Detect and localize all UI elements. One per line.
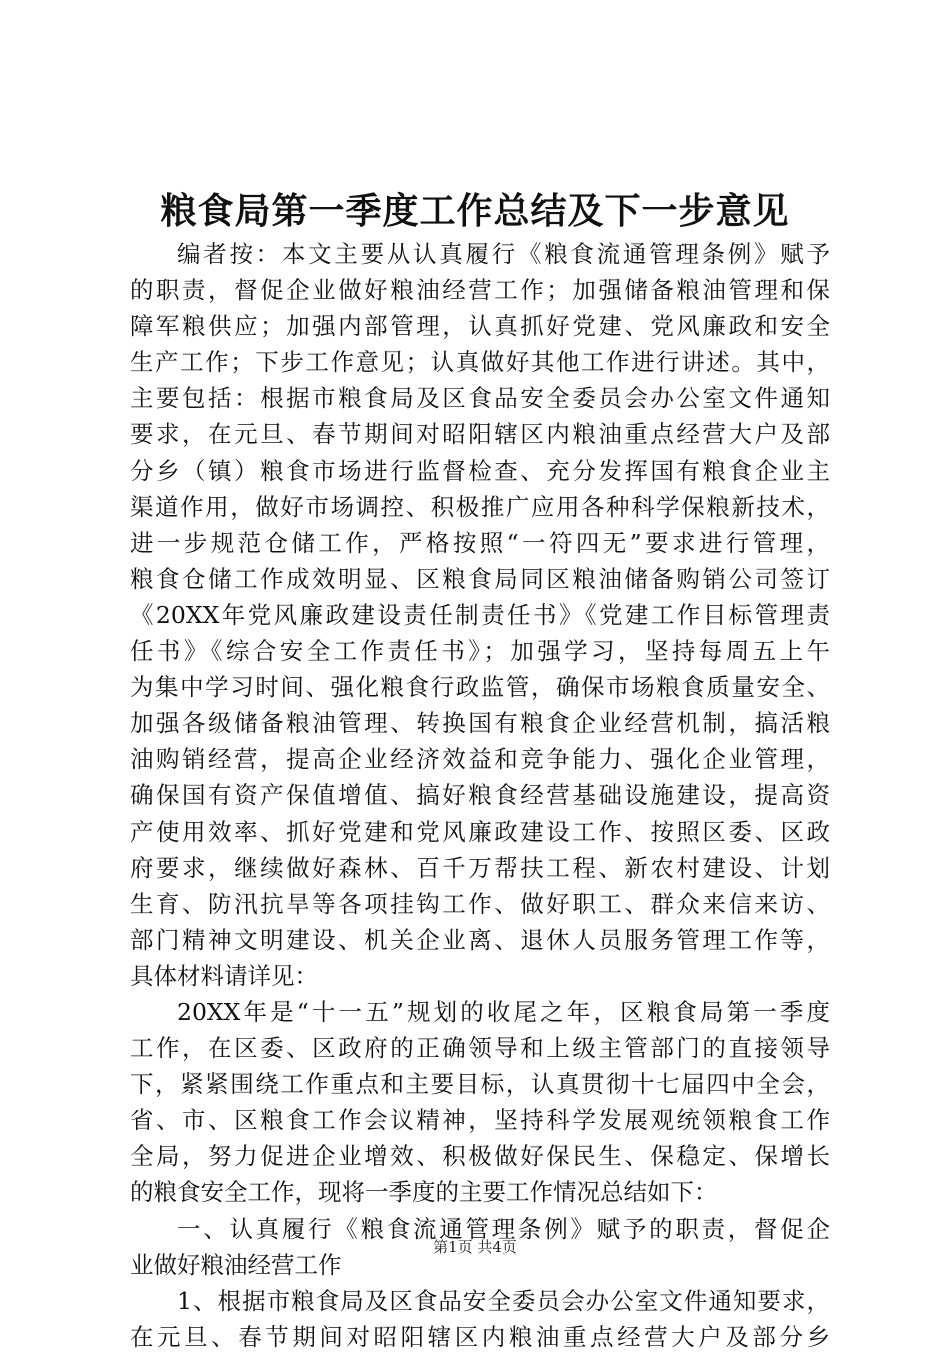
body-line: 的粮食安全工作，现将一季度的主要工作情况总结如下： bbox=[130, 1178, 718, 1207]
body-line: 《20XX年党风廉政建设责任制责任书》《党建工作目标管理责 bbox=[130, 600, 830, 629]
body-line: 产使用效率、抓好党建和党风廉政建设工作、按照区委、区政 bbox=[130, 817, 830, 846]
body-line: 生产工作；下步工作意见；认真做好其他工作进行讲述。其中， bbox=[130, 348, 830, 377]
body-line: 进一步规范仓储工作，严格按照“一符四无”要求进行管理， bbox=[130, 528, 830, 557]
body-line: 障军粮供应；加强内部管理，认真抓好党建、党风廉政和安全 bbox=[130, 312, 830, 341]
body-line: 要求，在元旦、春节期间对昭阳辖区内粮油重点经营大户及部 bbox=[130, 420, 830, 449]
body-line: 工作，在区委、区政府的正确领导和上级主管部门的直接领导 bbox=[130, 1034, 830, 1063]
body-line: 生育、防汛抗旱等各项挂钩工作、做好职工、群众来信来访、 bbox=[130, 889, 830, 918]
body-line: 分乡（镇）粮食市场进行监督检查、充分发挥国有粮食企业主 bbox=[130, 456, 830, 485]
body-line: 府要求，继续做好森林、百千万帮扶工程、新农村建设、计划 bbox=[130, 853, 830, 882]
body-line: 任书》《综合安全工作责任书》；加强学习，坚持每周五上午 bbox=[130, 637, 830, 666]
body-line: 在元旦、春节期间对昭阳辖区内粮油重点经营大户及部分乡 bbox=[130, 1322, 830, 1351]
body-line: 下，紧紧围绕工作重点和主要目标，认真贯彻十七届四中全会， bbox=[130, 1070, 830, 1099]
page-number: 第1页 共4页 bbox=[433, 1238, 517, 1256]
body-line: 1、根据市粮食局及区食品安全委员会办公室文件通知要求， bbox=[177, 1286, 830, 1315]
body-line: 加强各级储备粮油管理、转换国有粮食企业经营机制，搞活粮 bbox=[130, 709, 830, 738]
body-line: 部门精神文明建设、机关企业离、退休人员服务管理工作等， bbox=[130, 925, 830, 954]
body-line: 编者按：本文主要从认真履行《粮食流通管理条例》赋予 bbox=[177, 240, 830, 268]
document-body bbox=[130, 236, 830, 1355]
body-line: 20XX年是“十一五”规划的收尾之年，区粮食局第一季度 bbox=[177, 997, 830, 1026]
body-line: 业做好粮油经营工作 bbox=[130, 1250, 342, 1279]
body-line: 的职责，督促企业做好粮油经营工作；加强储备粮油管理和保 bbox=[130, 276, 830, 305]
body-line: 具体材料请详见： bbox=[130, 961, 318, 990]
body-line: 粮食仓储工作成效明显、区粮食局同区粮油储备购销公司签订 bbox=[130, 564, 830, 593]
body-line: 全局，努力促进企业增效、积极做好保民生、保稳定、保增长 bbox=[130, 1142, 830, 1171]
body-line: 省、市、区粮食工作会议精神，坚持科学发展观统领粮食工作 bbox=[130, 1106, 830, 1135]
body-line: 主要包括：根据市粮食局及区食品安全委员会办公室文件通知 bbox=[130, 384, 830, 413]
body-line: 确保国有资产保值增值、搞好粮食经营基础设施建设，提高资 bbox=[130, 781, 830, 810]
document-title: 粮食局第一季度工作总结及下一步意见 bbox=[160, 190, 790, 232]
body-line: 为集中学习时间、强化粮食行政监管，确保市场粮食质量安全、 bbox=[130, 673, 830, 702]
body-line: 油购销经营，提高企业经济效益和竞争能力、强化企业管理， bbox=[130, 745, 830, 774]
body-line: 渠道作用，做好市场调控、积极推广应用各种科学保粮新技术， bbox=[130, 492, 830, 521]
body-line: 一、认真履行《粮食流通管理条例》赋予的职责，督促企 bbox=[177, 1214, 830, 1243]
